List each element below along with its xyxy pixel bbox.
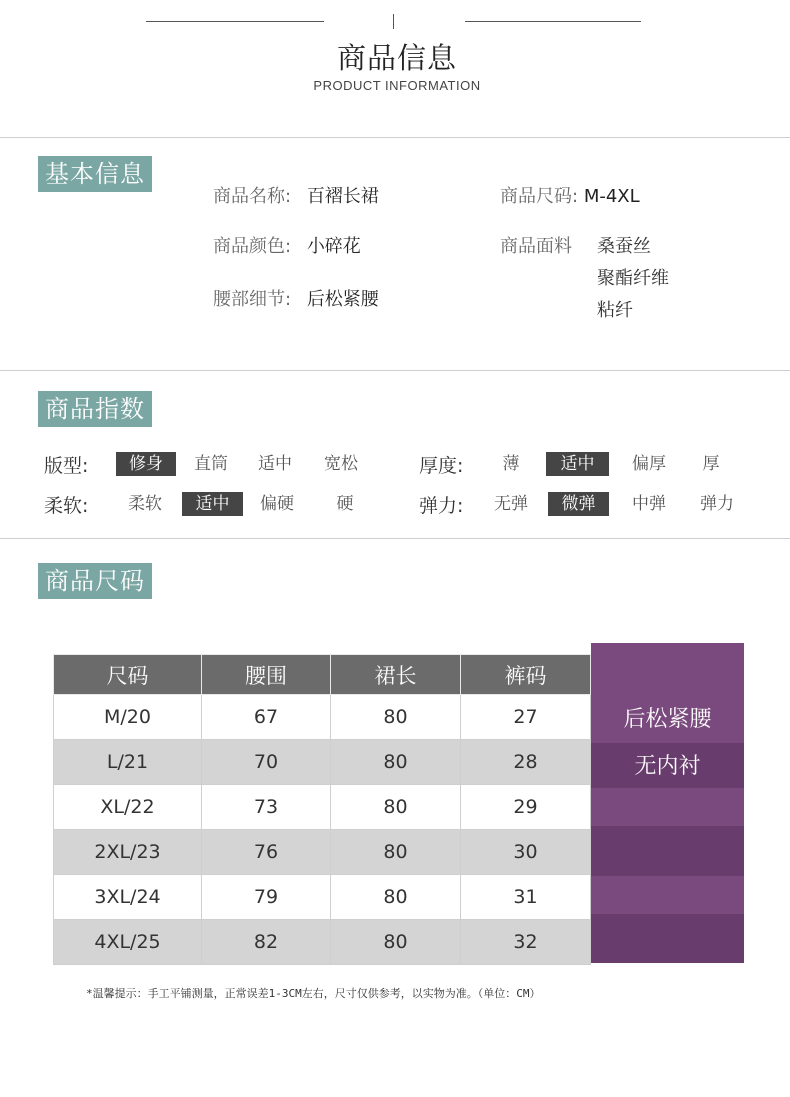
softness-option: 适中 [182,492,243,516]
notes-panel-band [591,826,744,876]
info-name-label: 商品名称: [213,186,292,207]
elasticity-option: 无弹 [494,494,528,514]
header-tick [393,14,394,29]
table-row [54,695,591,740]
info-size-label: 商品尺码: [500,186,579,207]
section-tag-size: 商品尺码 [38,563,152,599]
column-header: 裙长 [331,655,461,695]
table-row [54,785,591,830]
info-color-label: 商品颜色: [213,236,292,257]
table-header-row [54,655,591,695]
info-color [213,232,361,258]
thickness-option: 偏厚 [632,454,666,474]
thickness-option: 厚 [702,454,720,474]
table-cell: 29 [461,785,591,830]
table-cell: 2XL/23 [54,830,202,875]
thickness-label: 厚度: [419,455,464,477]
table-cell: 80 [331,785,461,830]
note-lining: 无内衬 [634,754,701,779]
info-waist-value: 后松紧腰 [306,289,379,310]
table-cell: 31 [461,875,591,920]
table-cell: 80 [331,695,461,740]
table-cell: 67 [202,695,331,740]
note-waist: 后松紧腰 [623,707,712,732]
table-cell: 79 [202,875,331,920]
table-row [54,830,591,875]
softness-label: 柔软: [44,495,89,517]
table-cell: 82 [202,920,331,965]
elasticity-option: 中弹 [632,494,666,514]
divider [0,137,790,138]
measurement-tip: *温馨提示：手工平铺测量，正常误差1-3CM左右，尺寸仅供参考，以实物为准。（单位：CM） [86,987,541,1000]
softness-option: 柔软 [128,494,162,514]
table-cell: M/20 [54,695,202,740]
info-size [500,182,640,208]
info-fabric-value: 聚酯纤维 [597,268,669,289]
info-waist-label: 腰部细节: [213,289,292,310]
table-cell: 70 [202,740,331,785]
column-header: 腰围 [202,655,331,695]
info-size-value: M-4XL [583,186,640,207]
info-name [213,182,379,208]
fit-option: 适中 [258,454,292,474]
size-table [53,654,591,965]
column-header: 尺码 [54,655,202,695]
fit-option: 直筒 [194,454,228,474]
section-tag-index: 商品指数 [38,391,152,427]
fit-label: 版型: [44,455,89,477]
table-cell: 3XL/24 [54,875,202,920]
table-cell: 28 [461,740,591,785]
fit-option: 修身 [116,452,176,476]
softness-option: 偏硬 [260,494,294,514]
table-cell: 30 [461,830,591,875]
info-fabric-value: 粘纤 [597,300,633,321]
header-rule-left [146,21,324,22]
info-color-value: 小碎花 [306,236,361,257]
section-tag-basic: 基本信息 [38,156,152,192]
info-name-value: 百褶长裙 [306,186,379,207]
page-title: 商品信息 [336,41,457,75]
header-rule-right [465,21,641,22]
softness-option: 硬 [336,494,354,514]
table-cell: 80 [331,740,461,785]
elasticity-option: 微弹 [548,492,609,516]
table-cell: 27 [461,695,591,740]
elasticity-option: 弹力 [700,494,734,514]
elasticity-label: 弹力: [419,495,464,517]
table-row [54,740,591,785]
table-cell: 73 [202,785,331,830]
table-row [54,920,591,965]
table-cell: 80 [331,920,461,965]
table-cell: XL/22 [54,785,202,830]
notes-panel-band [591,914,744,963]
table-cell: 76 [202,830,331,875]
divider [0,370,790,371]
table-cell: 80 [331,875,461,920]
table-row [54,875,591,920]
table-cell: 4XL/25 [54,920,202,965]
info-fabric-value: 桑蚕丝 [597,236,651,257]
page-subtitle: PRODUCT INFORMATION [313,78,481,93]
info-fabric-label: 商品面料 [500,236,572,257]
table-cell: 80 [331,830,461,875]
info-fabric [500,232,572,258]
column-header: 裤码 [461,655,591,695]
thickness-option: 薄 [502,454,520,474]
divider [0,538,790,539]
table-cell: L/21 [54,740,202,785]
fit-option: 宽松 [324,454,358,474]
table-cell: 32 [461,920,591,965]
thickness-option: 适中 [546,452,609,476]
info-waist [213,285,379,311]
